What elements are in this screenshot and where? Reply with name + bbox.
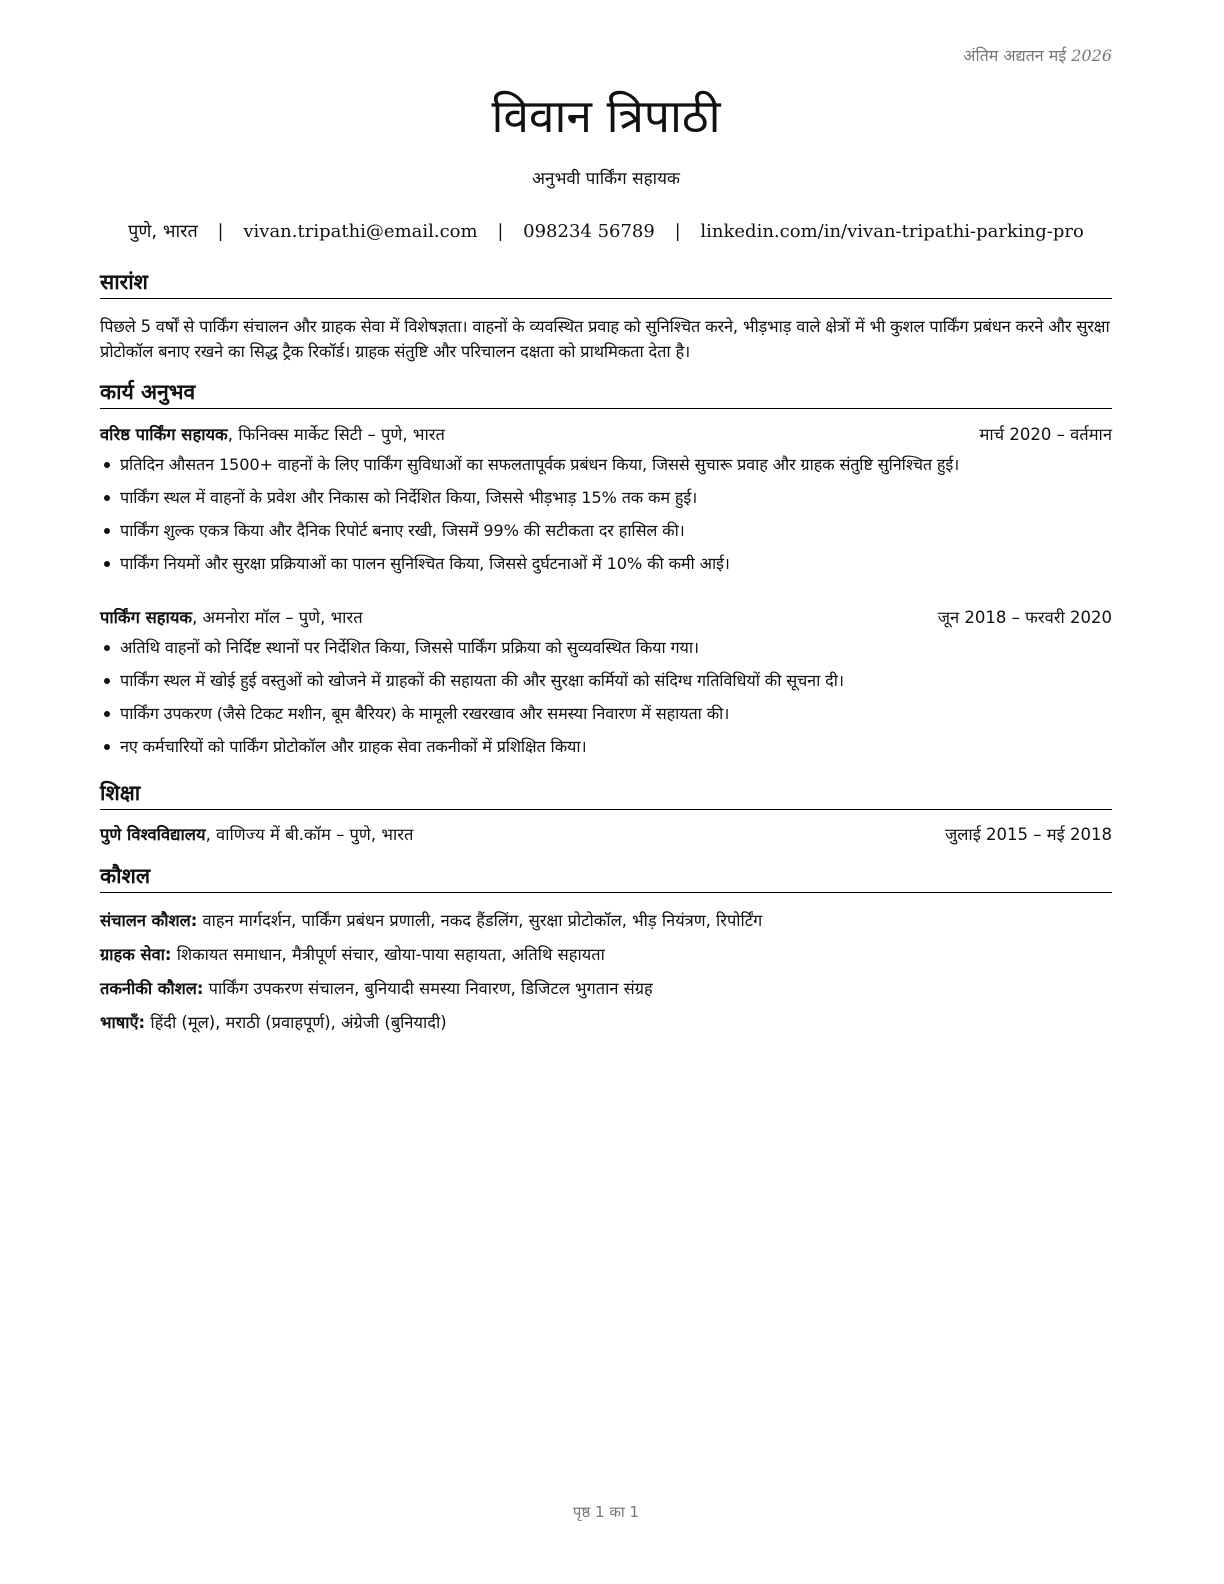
contact-phone[interactable]: 098234 56789 — [523, 221, 655, 242]
job-role: पार्किंग सहायक — [100, 608, 193, 627]
job-bullet: नए कर्मचारियों को पार्किंग प्रोटोकॉल और ग्राहक सेवा तकनीकों में प्रशिक्षित किया। — [100, 730, 1112, 763]
contact-separator: | — [674, 221, 681, 242]
job-dates: मार्च 2020 – वर्तमान — [979, 425, 1112, 444]
summary-text: पिछले 5 वर्षों से पार्किंग संचालन और ग्राहक सेवा में विशेषज्ञता। वाहनों के व्यवस्थित प्रवाह को सुनिश्चित करने, भीड़भाड़ वाले क्षेत्रों में भी कुशल पार्किंग प्रबंधन करने और सुरक्षा प्रोटोकॉल बनाए रखने का सिद्ध ट्रैक रिकॉर्ड। ग्राहक संतुष्टि और परिचालन दक्षता को प्राथमिकता देता है। — [100, 317, 1110, 361]
job-bullet: पार्किंग स्थल में वाहनों के प्रवेश और निकास को निर्देशित किया, जिससे भीड़भाड़ 15% तक कम हुई। — [100, 481, 1112, 514]
job-bullet: पार्किंग शुल्क एकत्र किया और दैनिक रिपोर्ट बनाए रखी, जिसमें 99% की सटीकता दर हासिल की। — [100, 514, 1112, 547]
job-bullets — [100, 631, 1112, 763]
education-degree: , वाणिज्य में बी.कॉम – पुणे, भारत — [205, 825, 414, 844]
job-bullet: प्रतिदिन औसतन 1500+ वाहनों के लिए पार्किंग सुविधाओं का सफलतापूर्वक प्रबंधन किया, जिससे सुचारू प्रवाह और ग्राहक संतुष्टि सुनिश्चित हुई। — [100, 448, 1112, 481]
contact-separator: | — [497, 221, 504, 242]
skill-row — [100, 1006, 1112, 1040]
skill-label: संचालन कौशल: — [100, 911, 198, 930]
education-dates: जुलाई 2015 – मई 2018 — [945, 825, 1112, 844]
skill-row — [100, 938, 1112, 972]
candidate-headline: अनुभवी पार्किंग सहायक — [532, 169, 680, 189]
contact-location: पुणे, भारत — [128, 221, 198, 242]
education-entry — [100, 823, 1112, 847]
job-org: , फिनिक्स मार्केट सिटी – पुणे, भारत — [227, 425, 445, 444]
job-bullets — [100, 448, 1112, 580]
last-updated-year: 2026 — [1071, 46, 1112, 65]
section-title-experience: कार्य अनुभव — [100, 378, 1112, 409]
last-updated-label: अंतिम अद्यतन मई — [963, 46, 1067, 65]
education-title-line — [100, 823, 413, 847]
skill-value: शिकायत समाधान, मैत्रीपूर्ण संचार, खोया-पाया सहायता, अतिथि सहायता — [171, 945, 605, 964]
job-header — [100, 606, 1112, 630]
skill-value: हिंदी (मूल), मराठी (प्रवाहपूर्ण), अंग्रेजी (बुनियादी) — [145, 1013, 447, 1032]
section-title-skills: कौशल — [100, 862, 1112, 893]
contact-line — [100, 219, 1112, 243]
job-title-line — [100, 606, 363, 630]
last-updated — [963, 44, 1112, 66]
candidate-name: विवान त्रिपाठी — [491, 89, 721, 143]
contact-email[interactable]: vivan.tripathi@email.com — [243, 221, 478, 242]
skill-value: वाहन मार्गदर्शन, पार्किंग प्रबंधन प्रणाली, नकद हैंडलिंग, सुरक्षा प्रोटोकॉल, भीड़ नियंत्रण, रिपोर्टिंग — [197, 911, 763, 930]
job-title-line — [100, 423, 445, 447]
education-school: पुणे विश्वविद्यालय — [100, 825, 206, 844]
job-bullet: पार्किंग उपकरण (जैसे टिकट मशीन, बूम बैरियर) के मामूली रखरखाव और समस्या निवारण में सहायता की। — [100, 697, 1112, 730]
job-dates: जून 2018 – फरवरी 2020 — [937, 608, 1112, 627]
job-bullet: पार्किंग नियमों और सुरक्षा प्रक्रियाओं का पालन सुनिश्चित किया, जिससे दुर्घटनाओं में 10% की कमी आई। — [100, 547, 1112, 580]
skill-label: तकनीकी कौशल: — [100, 979, 204, 998]
skill-label: ग्राहक सेवा: — [100, 945, 172, 964]
skill-label: भाषाएँ: — [100, 1013, 146, 1032]
job-bullet: अतिथि वाहनों को निर्दिष्ट स्थानों पर निर्देशित किया, जिससे पार्किंग प्रक्रिया को सुव्यवस्थित किया गया। — [100, 631, 1112, 664]
page-number: पृष्ठ 1 का 1 — [572, 1503, 640, 1521]
skills-list — [100, 904, 1112, 1040]
resume-page — [100, 0, 1112, 1584]
skill-value: पार्किंग उपकरण संचालन, बुनियादी समस्या निवारण, डिजिटल भुगतान संग्रह — [203, 979, 653, 998]
skill-row — [100, 972, 1112, 1006]
contact-separator: | — [217, 221, 224, 242]
job-org: , अमनोरा मॉल – पुणे, भारत — [192, 608, 363, 627]
skill-row — [100, 904, 1112, 938]
job-role: वरिष्ठ पार्किंग सहायक — [100, 425, 228, 444]
job-header — [100, 423, 1112, 447]
contact-linkedin[interactable]: linkedin.com/in/vivan-tripathi-parking-pro — [700, 221, 1084, 242]
job-bullet: पार्किंग स्थल में खोई हुई वस्तुओं को खोजने में ग्राहकों की सहायता की और सुरक्षा कर्मियों को संदिग्ध गतिविधियों की सूचना दी। — [100, 664, 1112, 697]
section-title-summary: सारांश — [100, 268, 1112, 299]
section-title-education: शिक्षा — [100, 779, 1112, 810]
